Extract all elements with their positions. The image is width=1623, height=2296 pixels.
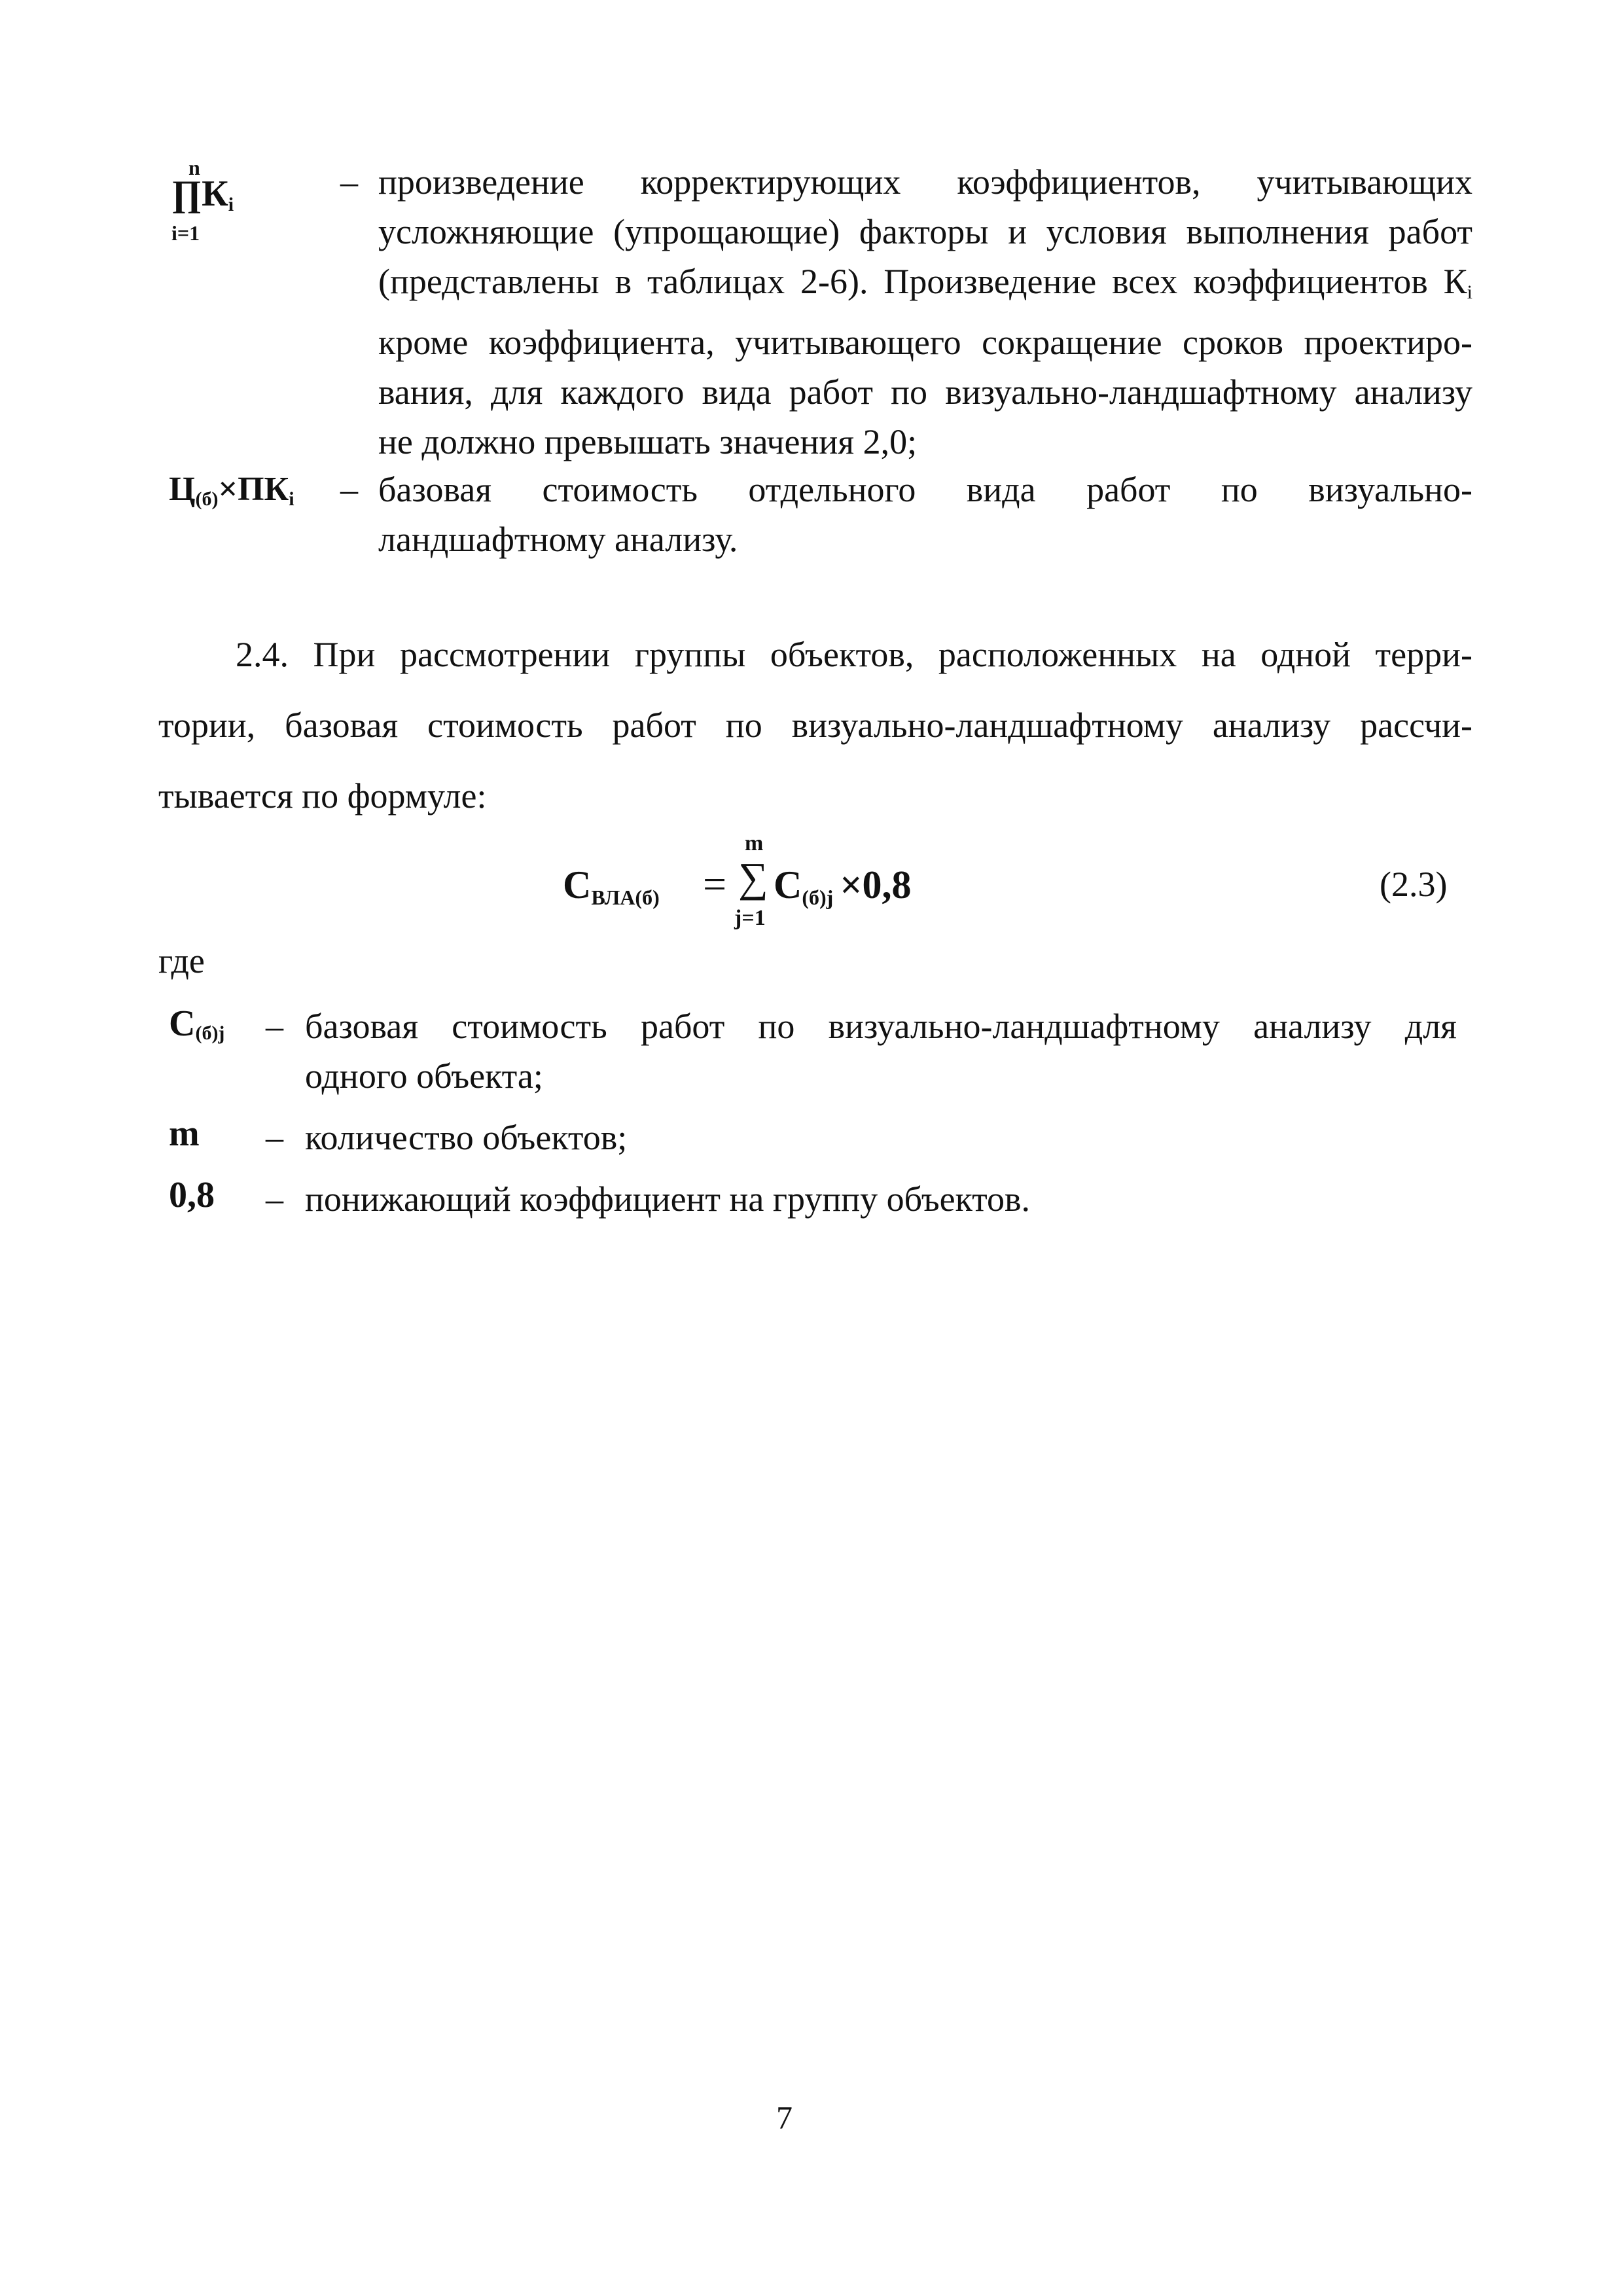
single-object-cost-symbol: С(б)j (169, 1003, 225, 1044)
definition-line: произведение корректирующих коэффициентов, учитывающих (378, 162, 1472, 202)
formula-equals: = (703, 861, 727, 907)
where-label: где (158, 941, 205, 980)
object-count-symbol: m (169, 1113, 200, 1154)
reduction-coefficient-symbol: 0,8 (169, 1175, 215, 1215)
definition-line: ландшафтному анализу. (378, 520, 738, 559)
page-number: 7 (776, 2099, 793, 2136)
definition-line: не должно превышать значения 2,0; (378, 422, 918, 461)
definition-text (378, 465, 1472, 564)
paragraph-line: 2.4. При рассмотрении группы объектов, расположенных на одной терри- (236, 635, 1472, 674)
base-cost-symbol: $Ц_{(б)}\times ПК_i$ (169, 471, 294, 510)
definition-text (305, 1001, 1457, 1101)
definition-text: понижающий коэффициент на группу объектов. (305, 1179, 1031, 1219)
formula-number: (2.3) (1380, 865, 1448, 904)
definition-line: базовая стоимость отдельного вида работ по визуально- (378, 470, 1472, 509)
definition-dash: – (266, 1118, 283, 1157)
definition-line: вания, для каждого вида работ по визуально-ландшафтному анализу (378, 372, 1472, 412)
product-lower-limit: i=1 (171, 221, 200, 245)
product-upper-limit: n (188, 156, 200, 179)
paragraph-line: тории, базовая стоимость работ по визуально-ландшафтному анализу рассчи- (158, 706, 1472, 745)
definition-line: усложняющие (упрощающие) факторы и условия выполнения работ (378, 212, 1472, 251)
sum-upper-limit: m (745, 831, 764, 855)
definition-line: (представлены в таблицах 2-6). Произведение всех коэффициентов $К_i$ (378, 262, 1472, 303)
paragraph-2-4 (158, 619, 1472, 831)
formula-lhs: СВЛА(б) (563, 863, 660, 909)
product-symbol (169, 156, 280, 254)
definition-line: одного объекта; (305, 1056, 543, 1096)
product-expression: $\prod К_i$ (171, 173, 234, 215)
definition-line: базовая стоимость работ по визуально-ландшафтному анализу для (305, 1007, 1457, 1046)
formula-2-3 (563, 831, 1021, 942)
definition-dash: – (266, 1007, 283, 1046)
definition-dash: – (340, 470, 358, 509)
definition-dash: – (266, 1179, 283, 1219)
sum-symbol: ∑ (738, 854, 768, 901)
paragraph-line: тывается по формуле: (158, 776, 487, 816)
definition-dash: – (340, 162, 358, 202)
sum-lower-limit: j=1 (734, 906, 766, 930)
formula-term: С(б)j ×0,8 (774, 863, 912, 909)
definition-text: количество объектов; (305, 1118, 628, 1157)
definition-text (378, 157, 1472, 467)
definition-line: кроме коэффициента, учитывающего сокращение сроков проектиро- (378, 323, 1472, 362)
